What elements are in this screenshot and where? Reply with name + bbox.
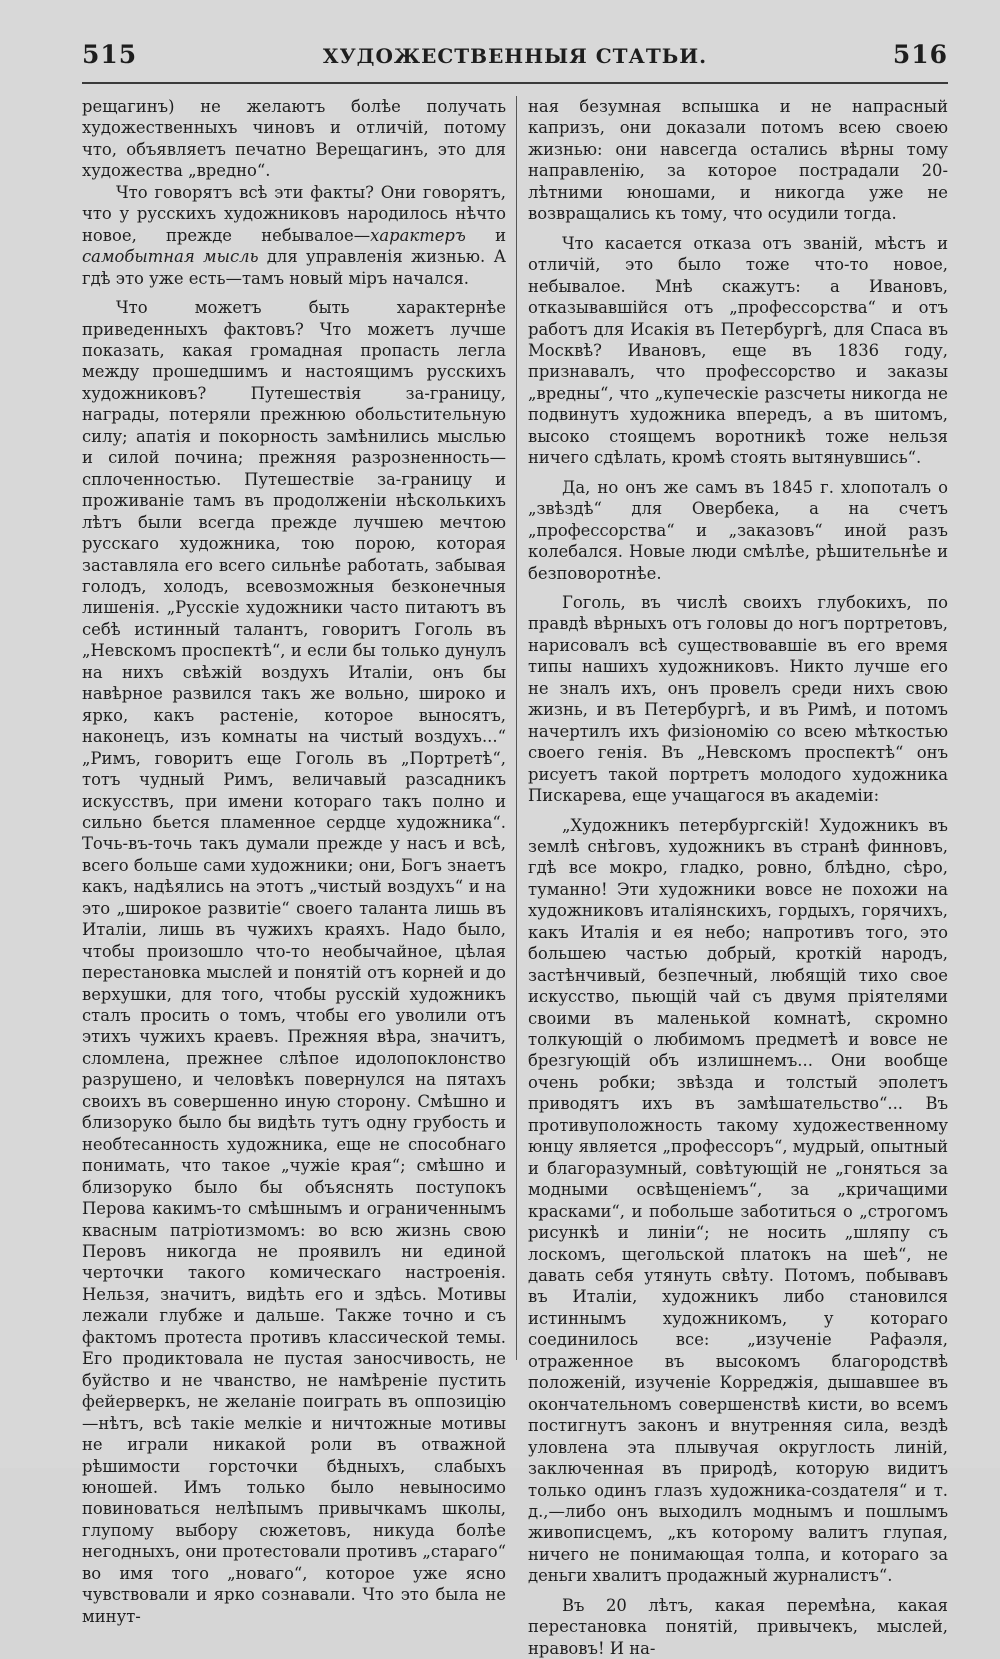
paragraph: Что можетъ быть характернѣе приведенныхъ фактовъ? Что можетъ лучше показать, какая громадная пропасть легла между прошедшимъ и настоящимъ русскихъ художниковъ? Путешествія за-границу, награды, потеряли прежнюю обольстительную силу; апатія и покорность замѣнились мыслью и силой почина; прежняя разрозненность—сплоченностью. Путешествіе за-границу и проживаніе тамъ въ продолженіи нѣсколькихъ лѣтъ были всегда прежде лучшею мечтою русскаго художника, тою порою, которая заставляла его всего сильнѣе работать, забывая голодъ, холодъ, всевозможныя безконечныя лишенія. „Русскіе художники часто питаютъ въ себѣ истинный талантъ, говоритъ Гоголь въ „Невскомъ проспектѣ“, и если бы только дунулъ на нихъ свѣжій воздухъ Италіи, онъ бы навѣрное развился такъ же вольно, широко и ярко, какъ растеніе, которое выносятъ, наконецъ, изъ комнаты на чистый воздухъ...“ „Римъ, говоритъ еще Гоголь въ „Портретѣ“, тотъ чудный Римъ, величавый разсадникъ искусствъ, при имени котораго такъ полно и сильно бьется пламенное сердце художника“. Точь-въ-точь такъ думали прежде у насъ и всѣ, всего больше сами художники; они, Богъ знаетъ какъ, надѣялись на этотъ „чистый воздухъ“ и на это „широкое развитіе“ своего таланта лишь въ Италіи, лишь въ чужихъ краяхъ. Надо было, чтобы произошло что-то необычайное, цѣлая перестановка мыслей и понятій отъ корней и до верхушки, для того, чтобы русскій художникъ сталъ просить о томъ, чтобы его уволили отъ этихъ чужихъ краевъ. Прежняя вѣра, значитъ, сломлена, прежнее слѣпое идолопоклонство разрушено, и человѣкъ повернулся на пятахъ своихъ въ совершенно иную сторону. Смѣшно и близоруко было бы видѣть тутъ одну грубость и необтесанность художника, еще не способнаго понимать, что такое „чужіе края“; смѣшно и близоруко было бы объяснять поступокъ Перова какимъ-то смѣшнымъ и ограниченнымъ квасным патріотизмомъ: во всю жизнь свою Перовъ никогда не проявилъ ни единой черточки такого комическаго настроенія. Нельзя, значитъ, видѣть его и здѣсь. Мотивы лежали глубже и дальше. Также точно и съ фактомъ протеста противъ классической темы. Его продиктовала не пустая заносчивость, не буйство и не чванство, не намѣреніе пустить фейерверкъ, не желаніе поиграть въ оппозицію—нѣтъ, всѣ такіе мелкіе и ничтожные мотивы не играли никакой роли въ отважной рѣшимости горсточки бѣдныхъ, слабыхъ юношей. Имъ только было невыносимо повиноваться нелѣпымъ привычкамъ школы, глупому выбору сюжетовъ, никуда болѣе негодныхъ, они протестовали противъ „стараго“ во имя того „новаго“, которое уже ясно чувствовали и ярко сознавали. Что это была не минут- bbox=[82, 298, 506, 1626]
quotation-paragraph: „Художникъ петербургскій! Художникъ въ землѣ снѣговъ, художникъ въ странѣ финновъ, гдѣ все мокро, гладко, ровно, блѣдно, сѣро, туманно! Эти художники вовсе не похожи на художниковъ италіянскихъ, гордыхъ, горячихъ, какъ Италія и ея небо; напротивъ того, это большею частью добрый, кроткій народъ, застѣнчивый, безпечный, любящій тихо свое искусство, пьющій чай съ двумя пріятелями своими въ маленькой комнатѣ, скромно толкующій о любимомъ предметѣ и вовсе не брезгующій объ излишнемъ... Они вообще очень робки; звѣзда и толстый эполетъ приводятъ ихъ въ замѣшательство“... Въ противуположность такому художественному юнцу является „профессоръ“, мудрый, опытный и благоразумный, совѣтующій не „гоняться за модными освѣщеніемъ“, за „кричащими красками“, и побольше заботиться о „строгомъ рисункѣ и линіи“; не носить „шляпу съ лоскомъ, щегольской платокъ на шеѣ“, не давать себя утянуть свѣту. Потомъ, побывавъ въ Италіи, художникъ либо становился истиннымъ художникомъ, у котораго соединилось все: „изученіе Рафаэля, отраженное въ высокомъ благородствѣ положеній, изученіе Корреджія, дышавшее въ окончательномъ совершенствѣ кисти, во всемъ постигнутъ законъ и внутренняя сила, вездѣ уловлена эта плывучая округлость линій, заключенная въ природѣ, которую видитъ только одинъ глазъ художника-создателя“ и т. д.,—либо онъ выходилъ моднымъ и пошлымъ живописцемъ, „къ которому валитъ глупая, ничего не понимающая толпа, и котораго за деньги хвалитъ продажный журналистъ“. bbox=[528, 815, 948, 1586]
italic-phrase: самобытная мысль bbox=[82, 247, 259, 267]
header-rule bbox=[82, 82, 948, 84]
page-header bbox=[82, 40, 948, 80]
paragraph: Въ 20 лѣтъ, какая перемѣна, какая перестановка понятій, привычекъ, мыслей, нравовъ! И на- bbox=[528, 1595, 948, 1658]
paragraph: ная безумная вспышка и не напрасный капризъ, они доказали потомъ всею своею жизнью: они навсегда остались вѣрны тому направленію, за которое пострадали 20-лѣтними юношами, и никогда уже не возвращались къ тому, что осудили тогда. bbox=[528, 97, 948, 224]
paragraph: Что говорятъ всѣ эти факты? Они говорятъ, что у русскихъ художниковъ народилось нѣчто новое, прежде небывалое—характеръ и самобытная мысль для управленія жизнью. А гдѣ это уже есть—тамъ новый міръ начался. bbox=[82, 182, 506, 288]
paragraph: Да, но онъ же самъ въ 1845 г. хлопоталъ о „звѣздѣ“ для Овербека, а на счетъ „профессорства“ и „заказовъ“ иной разъ колебался. Новые люди смѣлѣе, рѣшительнѣе и безповоротнѣе. bbox=[528, 477, 948, 583]
column-divider bbox=[516, 96, 517, 1360]
left-column bbox=[82, 96, 506, 1627]
left-page-number: 515 bbox=[82, 40, 138, 69]
paragraph: рещагинъ) не желаютъ болѣе получать художественныхъ чиновъ и отличій, потому что, объявляетъ печатно Верещагинъ, это для художества „вредно“. bbox=[82, 97, 506, 181]
running-title: ХУДОЖЕСТВЕННЫЯ СТАТЬИ. bbox=[322, 44, 708, 68]
paragraph: Что касается отказа отъ званій, мѣстъ и отличій, это было тоже что-то новое, небывалое. Мнѣ скажутъ: а Ивановъ, отказывавшійся отъ „профессорства“ и отъ работъ для Исакія въ Петербургѣ, для Спаса въ Москвѣ? Ивановъ, еще въ 1836 году, признавалъ, что профессорство и заказы „вредны“, что „купеческіе разсчеты никогда не подвинутъ художника впередъ, а въ шитомъ, высоко стоящемъ воротникѣ тоже нельзя ничего сдѣлать, кромѣ стоять вытянувшись“. bbox=[528, 233, 948, 468]
right-page-number: 516 bbox=[892, 40, 948, 69]
paragraph: Гоголь, въ числѣ своихъ глубокихъ, по правдѣ вѣрныхъ отъ головы до ногъ портретовъ, нарисовалъ всѣ существовавшіе въ его время типы нашихъ художниковъ. Никто лучше его не зналъ ихъ, онъ провелъ среди нихъ свою жизнь, и въ Петербургѣ, и въ Римѣ, и потомъ начертилъ ихъ физіономію со всею мѣткостью своего генія. Въ „Невскомъ проспектѣ“ онъ рисуетъ такой портретъ молодого художника Пискарева, еще учащагося въ академіи: bbox=[528, 592, 948, 806]
italic-phrase: характеръ bbox=[370, 225, 466, 245]
right-column bbox=[528, 96, 948, 1659]
